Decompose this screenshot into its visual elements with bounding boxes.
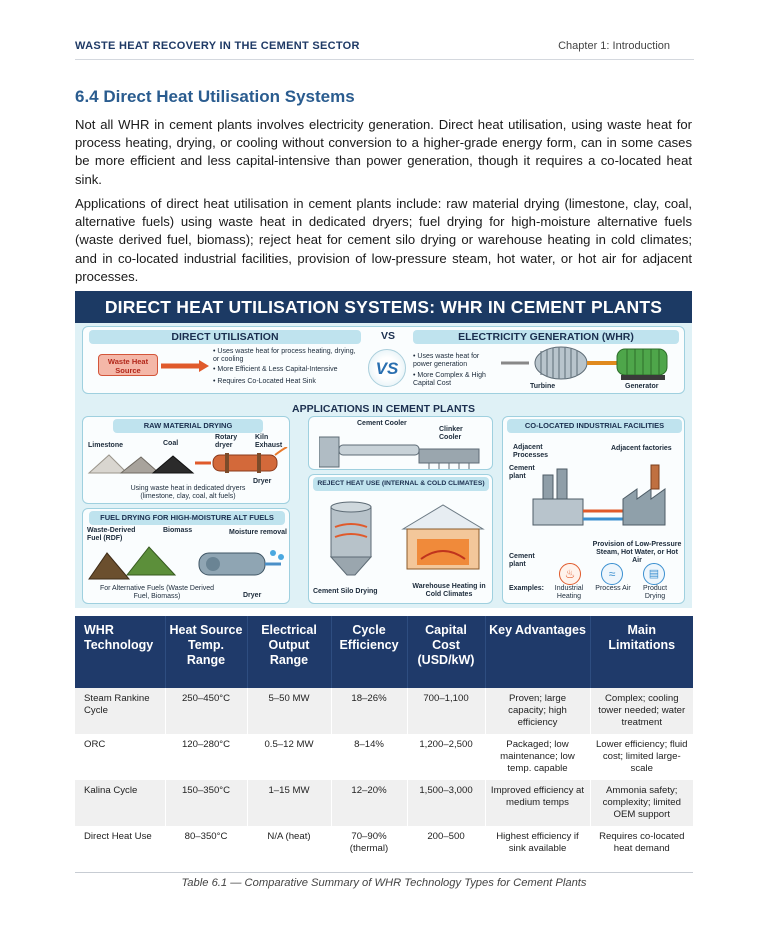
example-industrial-heating: Industrial Heating <box>554 585 584 600</box>
dryer-label: Dryer <box>253 478 272 485</box>
examples-label: Examples: <box>509 585 545 592</box>
raw-material-drying-panel <box>82 416 290 504</box>
direct-bullet-2: • More Efficient & Less Capital-Intensive <box>213 366 338 373</box>
section-heading: 6.4 Direct Heat Utilisation Systems <box>75 87 355 106</box>
generator-label: Generator <box>625 383 659 390</box>
column-header: Heat Source Temp. Range <box>165 616 247 688</box>
example-process-air: Process Air <box>595 585 631 592</box>
infographic <box>75 291 692 608</box>
table-cell: 250–450°C <box>165 688 247 734</box>
comparison-panel <box>82 326 685 394</box>
turbine-icon <box>501 341 621 383</box>
rdf-label: Waste-Derived Fuel (RDF) <box>87 527 136 542</box>
table-cell: Requires co-located heat demand <box>590 826 693 872</box>
table-cell: 700–1,100 <box>407 688 485 734</box>
table-cell: 5–50 MW <box>247 688 331 734</box>
moisture-removal-label: Moisture removal <box>229 529 287 536</box>
table-cell: 200–500 <box>407 826 485 872</box>
page-header <box>75 38 694 60</box>
table-cell: 12–20% <box>331 780 407 826</box>
table-cell: 120–280°C <box>165 734 247 780</box>
warehouse-icon <box>399 499 487 577</box>
electricity-bullet-1: • Uses waste heat for power generation <box>413 353 480 368</box>
table-cell: 1–15 MW <box>247 780 331 826</box>
fuel-dryer-icon <box>193 547 287 581</box>
cement-cooler-panel <box>308 416 493 470</box>
table-cell: Ammonia safety; complexity; limited OEM support <box>590 780 693 826</box>
waste-heat-source-box: Waste Heat Source <box>98 354 158 376</box>
rotary-dryer-icon <box>195 447 289 475</box>
table-cell: Kalina Cycle <box>75 780 165 826</box>
provision-label: Provision of Low-Pressure Steam, Hot Water, or Hot Air <box>592 541 682 564</box>
table-cell: 70–90% (thermal) <box>331 826 407 872</box>
vs-icon: VS <box>368 349 406 387</box>
material-piles-icon <box>87 453 197 475</box>
electricity-band: ELECTRICITY GENERATION (WHR) <box>413 330 679 344</box>
turbine-label: Turbine <box>530 383 556 390</box>
table-row <box>75 734 693 780</box>
warehouse-heating-label: Warehouse Heating in Cold Climates <box>412 583 486 598</box>
running-title: WASTE HEAT RECOVERY IN THE CEMENT SECTOR <box>75 40 360 52</box>
table-row <box>75 688 693 734</box>
column-header: Capital Cost (USD/kW) <box>407 616 485 688</box>
comparison-table <box>75 616 693 873</box>
table-header-row <box>75 616 693 688</box>
limestone-label: Limestone <box>88 442 124 449</box>
applications-heading: APPLICATIONS IN CEMENT PLANTS <box>292 403 475 415</box>
example-product-drying: Product Drying <box>642 585 668 600</box>
heat-flow-arrow-icon <box>161 359 209 373</box>
fuel-drying-panel <box>82 508 290 604</box>
reject-heat-panel <box>308 474 493 604</box>
co-located-band: CO-LOCATED INDUSTRIAL FACILITIES <box>507 419 682 433</box>
fuel-piles-icon <box>87 545 177 581</box>
table-cell: Packaged; low maintenance; low temp. capable <box>485 734 590 780</box>
table-caption: Table 6.1 — Comparative Summary of WHR Technology Types for Cement Plants <box>181 877 587 889</box>
cement-cooler-label: Cement Cooler <box>357 420 407 427</box>
rotary-dryer-label: Rotary dryer <box>215 434 238 449</box>
co-located-panel <box>502 416 685 604</box>
kiln-exhaust-label: Kiln Exhaust <box>255 434 283 449</box>
adjacent-processes-label: Adjacent Processes <box>513 444 549 459</box>
direct-utilisation-band: DIRECT UTILISATION <box>89 330 361 344</box>
table-cell: 1,200–2,500 <box>407 734 485 780</box>
cement-plant-label-1: Cement plant <box>509 465 535 480</box>
table-cell: Lower efficiency; fluid cost; limited large-scale <box>590 734 693 780</box>
table-cell: Improved efficiency at medium temps <box>485 780 590 826</box>
adjacent-factories-label: Adjacent factories <box>611 445 672 452</box>
cement-silo-icon <box>321 497 381 583</box>
table-cell: Direct Heat Use <box>75 826 165 872</box>
cement-plant-label-2: Cement plant <box>509 553 535 568</box>
table-cell: 80–350°C <box>165 826 247 872</box>
table-cell: 18–26% <box>331 688 407 734</box>
table-cell: Complex; cooling tower needed; water treatment <box>590 688 693 734</box>
direct-bullet-1: • Uses waste heat for process heating, drying, or cooling <box>213 348 356 363</box>
table-cell: 1,500–3,000 <box>407 780 485 826</box>
fuel-drying-band: FUEL DRYING FOR HIGH-MOISTURE ALT FUELS <box>89 511 285 525</box>
column-header: WHR Technology <box>75 616 165 688</box>
process-air-icon: ≈ <box>601 563 623 585</box>
body-paragraph-1: Not all WHR in cement plants involves electricity generation. Direct heat utilisation, using waste heat for process heating, drying, or cooling without conversion to a higher-grade energy form, can in some cases be more efficient and less capital-intensive than power generation, though it requires a co-located heat sink. <box>75 117 692 187</box>
clinker-cooler-label: Clinker Cooler <box>439 426 463 441</box>
body-paragraph-2: Applications of direct heat utilisation in cement plants include: raw material drying (limestone, clay, coal, alternative fuels) using waste heat in dedicated dryers; fuel drying for high-moisture alternative fuels (waste derived fuel, biomass); reject heat for cement silo drying or warehouse heating in cold climates; and in co-located industrial facilities, provision of low-pressure steam, hot water, or hot air for adjacent processes. <box>75 196 692 284</box>
table-cell: Proven; large capacity; high efficiency <box>485 688 590 734</box>
table-cell: ORC <box>75 734 165 780</box>
table-cell: 150–350°C <box>165 780 247 826</box>
table-cell: Steam Rankine Cycle <box>75 688 165 734</box>
silo-drying-label: Cement Silo Drying <box>313 588 378 595</box>
table-row <box>75 780 693 826</box>
vs-label: VS <box>380 330 395 342</box>
column-header: Key Advantages <box>485 616 590 688</box>
table-cell: Highest efficiency if sink available <box>485 826 590 872</box>
electricity-bullet-2: • More Complex & High Capital Cost <box>413 372 486 387</box>
column-header: Cycle Efficiency <box>331 616 407 688</box>
column-header: Electrical Output Range <box>247 616 331 688</box>
fuel-dryer-label: Dryer <box>243 592 262 599</box>
table-cell: 8–14% <box>331 734 407 780</box>
raw-drying-band: RAW MATERIAL DRYING <box>113 419 263 433</box>
direct-bullet-3: • Requires Co-Located Heat Sink <box>213 378 316 385</box>
table-cell: 0.5–12 MW <box>247 734 331 780</box>
generator-icon <box>615 345 675 381</box>
industrial-complex-icon <box>513 459 678 539</box>
infographic-title: DIRECT HEAT UTILISATION SYSTEMS: WHR IN CEMENT PLANTS <box>75 291 692 323</box>
industrial-heating-icon: ♨ <box>559 563 581 585</box>
column-header: Main Limitations <box>590 616 693 688</box>
biomass-label: Biomass <box>163 527 193 534</box>
chapter-label: Chapter 1: Introduction <box>558 40 670 52</box>
coal-label: Coal <box>163 440 179 447</box>
reject-heat-band: REJECT HEAT USE (INTERNAL & COLD CLIMATES) <box>313 477 489 491</box>
table-cell: N/A (heat) <box>247 826 331 872</box>
product-drying-icon: ▤ <box>643 563 665 585</box>
table-row <box>75 826 693 872</box>
fuel-drying-caption: For Alternative Fuels (Waste Derived Fuel, Biomass) <box>99 585 215 600</box>
raw-drying-caption: Using waste heat in dedicated dryers (limestone, clay, coal, alt fuels) <box>130 485 246 500</box>
